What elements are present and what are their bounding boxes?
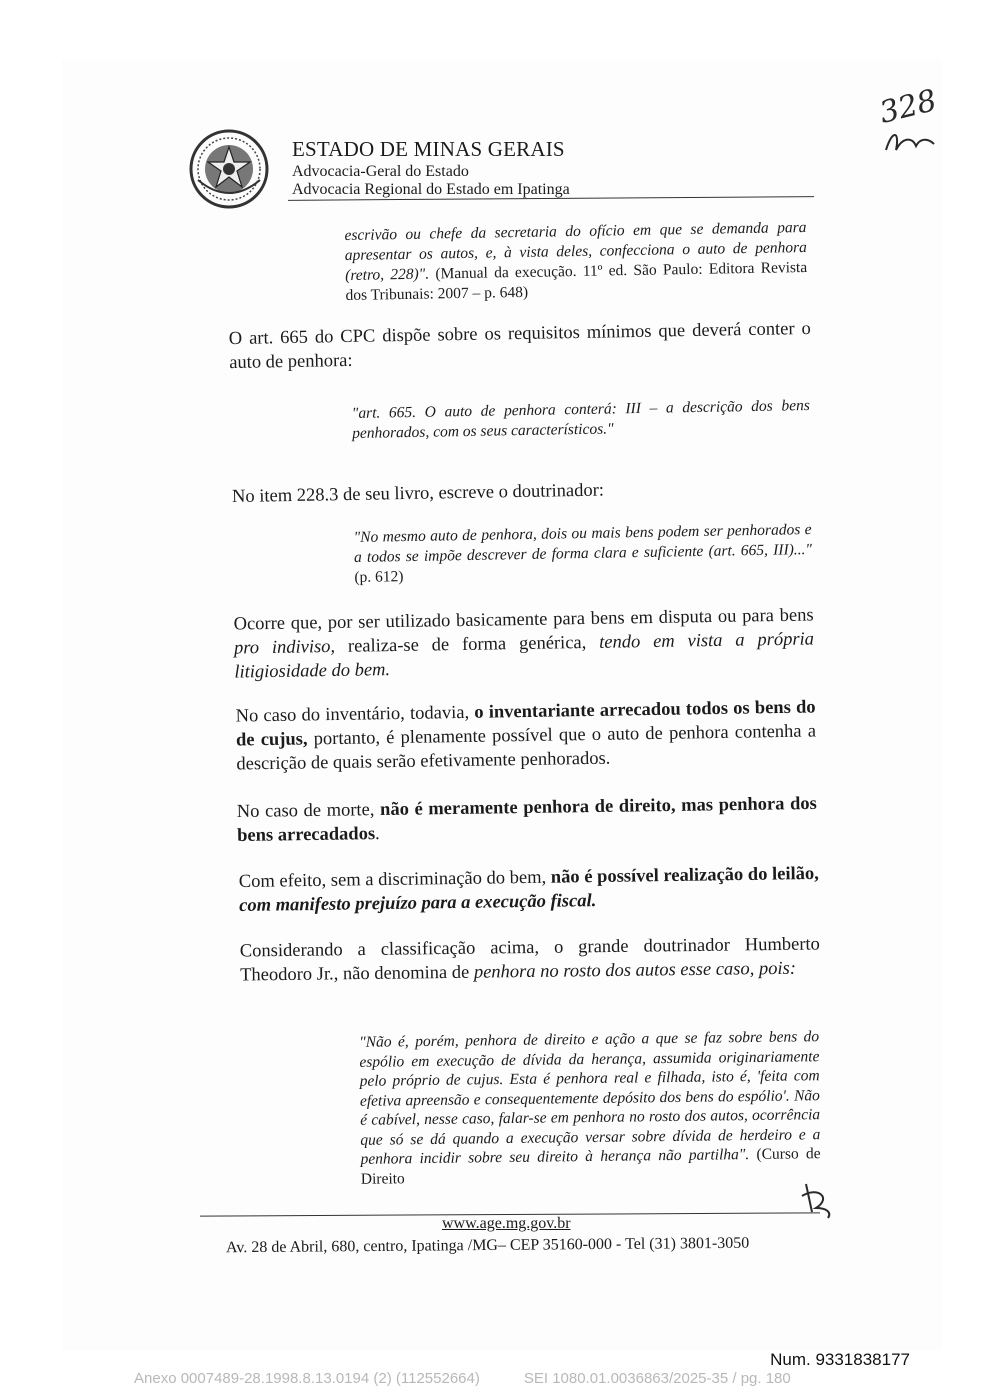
quote-mesmo-auto: "No mesmo auto de penhora, dois ou mais bens podem ser penhorados e a todos se impõe descrever de forma clara e suficiente (art. 665, III)..." (p. 612) (353, 521, 813, 586)
footer-website-link[interactable]: www.age.mg.gov.br (442, 1215, 571, 1232)
state-seal-icon (188, 128, 270, 210)
paragraph-inventario: No caso do inventário, todavia, o inventariante arrecadou todos os bens do de cujus, portanto, é plenamente possível que o auto de penhora contenha a descrição de quais serão efetivamente penhorados. (235, 697, 817, 775)
annex-stamp (134, 1370, 791, 1387)
document-number: Num. 9331838177 (770, 1350, 910, 1369)
header-title: ESTADO DE MINAS GERAIS (292, 137, 565, 161)
quote-humberto-theodoro: "Não é, porém, penhora de direito e ação a que se faz sobre bens do espólio em execução de dívida da herança, assumida originariamente pelo próprio de cujus. Esta é penhora real e filhada, isto é, 'feita com efetiva apreensão e consequentemente depósito dos bens do espólio'. Não é cabível, nesse caso, falar-se em penhora no rosto dos autos, ocorrência que só se dá quando a execução versar sobre dívida de herdeiro e a penhora incidir sobre seu direito à herança não partilha". (Curso de Direito (359, 1028, 821, 1188)
paragraph-considerando: Considerando a classificação acima, o grande doutrinador Humberto Theodoro Jr., não denomina de penhora no rosto dos autos esse caso, pois: (239, 934, 820, 986)
handwritten-initials-icon (798, 1178, 838, 1222)
footer-address: Av. 28 de Abril, 680, centro, Ipatinga /MG– CEP 35160-000 - Tel (31) 3801-3050 (225, 1234, 750, 1257)
paragraph-item-228: No item 228.3 de seu livro, escreve o doutrinador: (231, 480, 605, 508)
handwritten-page-number (872, 80, 948, 170)
quote-art-665: "art. 665. O auto de penhora conterá: III – a descrição dos bens penhorados, com os seus característicos." (351, 397, 810, 442)
paragraph-morte: No caso de morte, não é meramente penhora de direito, mas penhora dos bens arrecadados. (236, 793, 817, 847)
handwritten-rubric-icon (886, 135, 934, 150)
annex-id: Anexo 0007489-28.1998.8.13.0194 (2) (112552664) (134, 1370, 480, 1387)
paragraph-ocorre: Ocorre que, por ser utilizado basicamente para bens em disputa ou para bens pro indiviso, realiza-se de forma genérica, tendo em vista a própria litigiosidade do bem. (233, 605, 815, 683)
quote-manual-execucao: escrivão ou chefe da secretaria do ofício em que se demanda para apresentar os autos, e, à vista deles, confecciona o auto de penhora (retro, 228)". (Manual da execução. 11º ed. São Paulo: Editora Revista dos Tribunais: 2007 – p. 648) (344, 218, 808, 305)
paragraph-art-665: O art. 665 do CPC dispõe sobre os requisitos mínimos que deverá conter o auto de penhora: (228, 318, 811, 374)
sei-id: SEI 1080.01.0036863/2025-35 / pg. 180 (523, 1370, 791, 1387)
svg-text:328: 328 (876, 83, 941, 131)
header-subtitle: Advocacia-Geral do Estado (292, 163, 469, 180)
header-subtitle-regional: Advocacia Regional do Estado em Ipatinga (292, 181, 570, 198)
paragraph-com-efeito: Com efeito, sem a discriminação do bem, não é possível realização do leilão, com manifesto prejuízo para a execução fiscal. (238, 863, 819, 917)
